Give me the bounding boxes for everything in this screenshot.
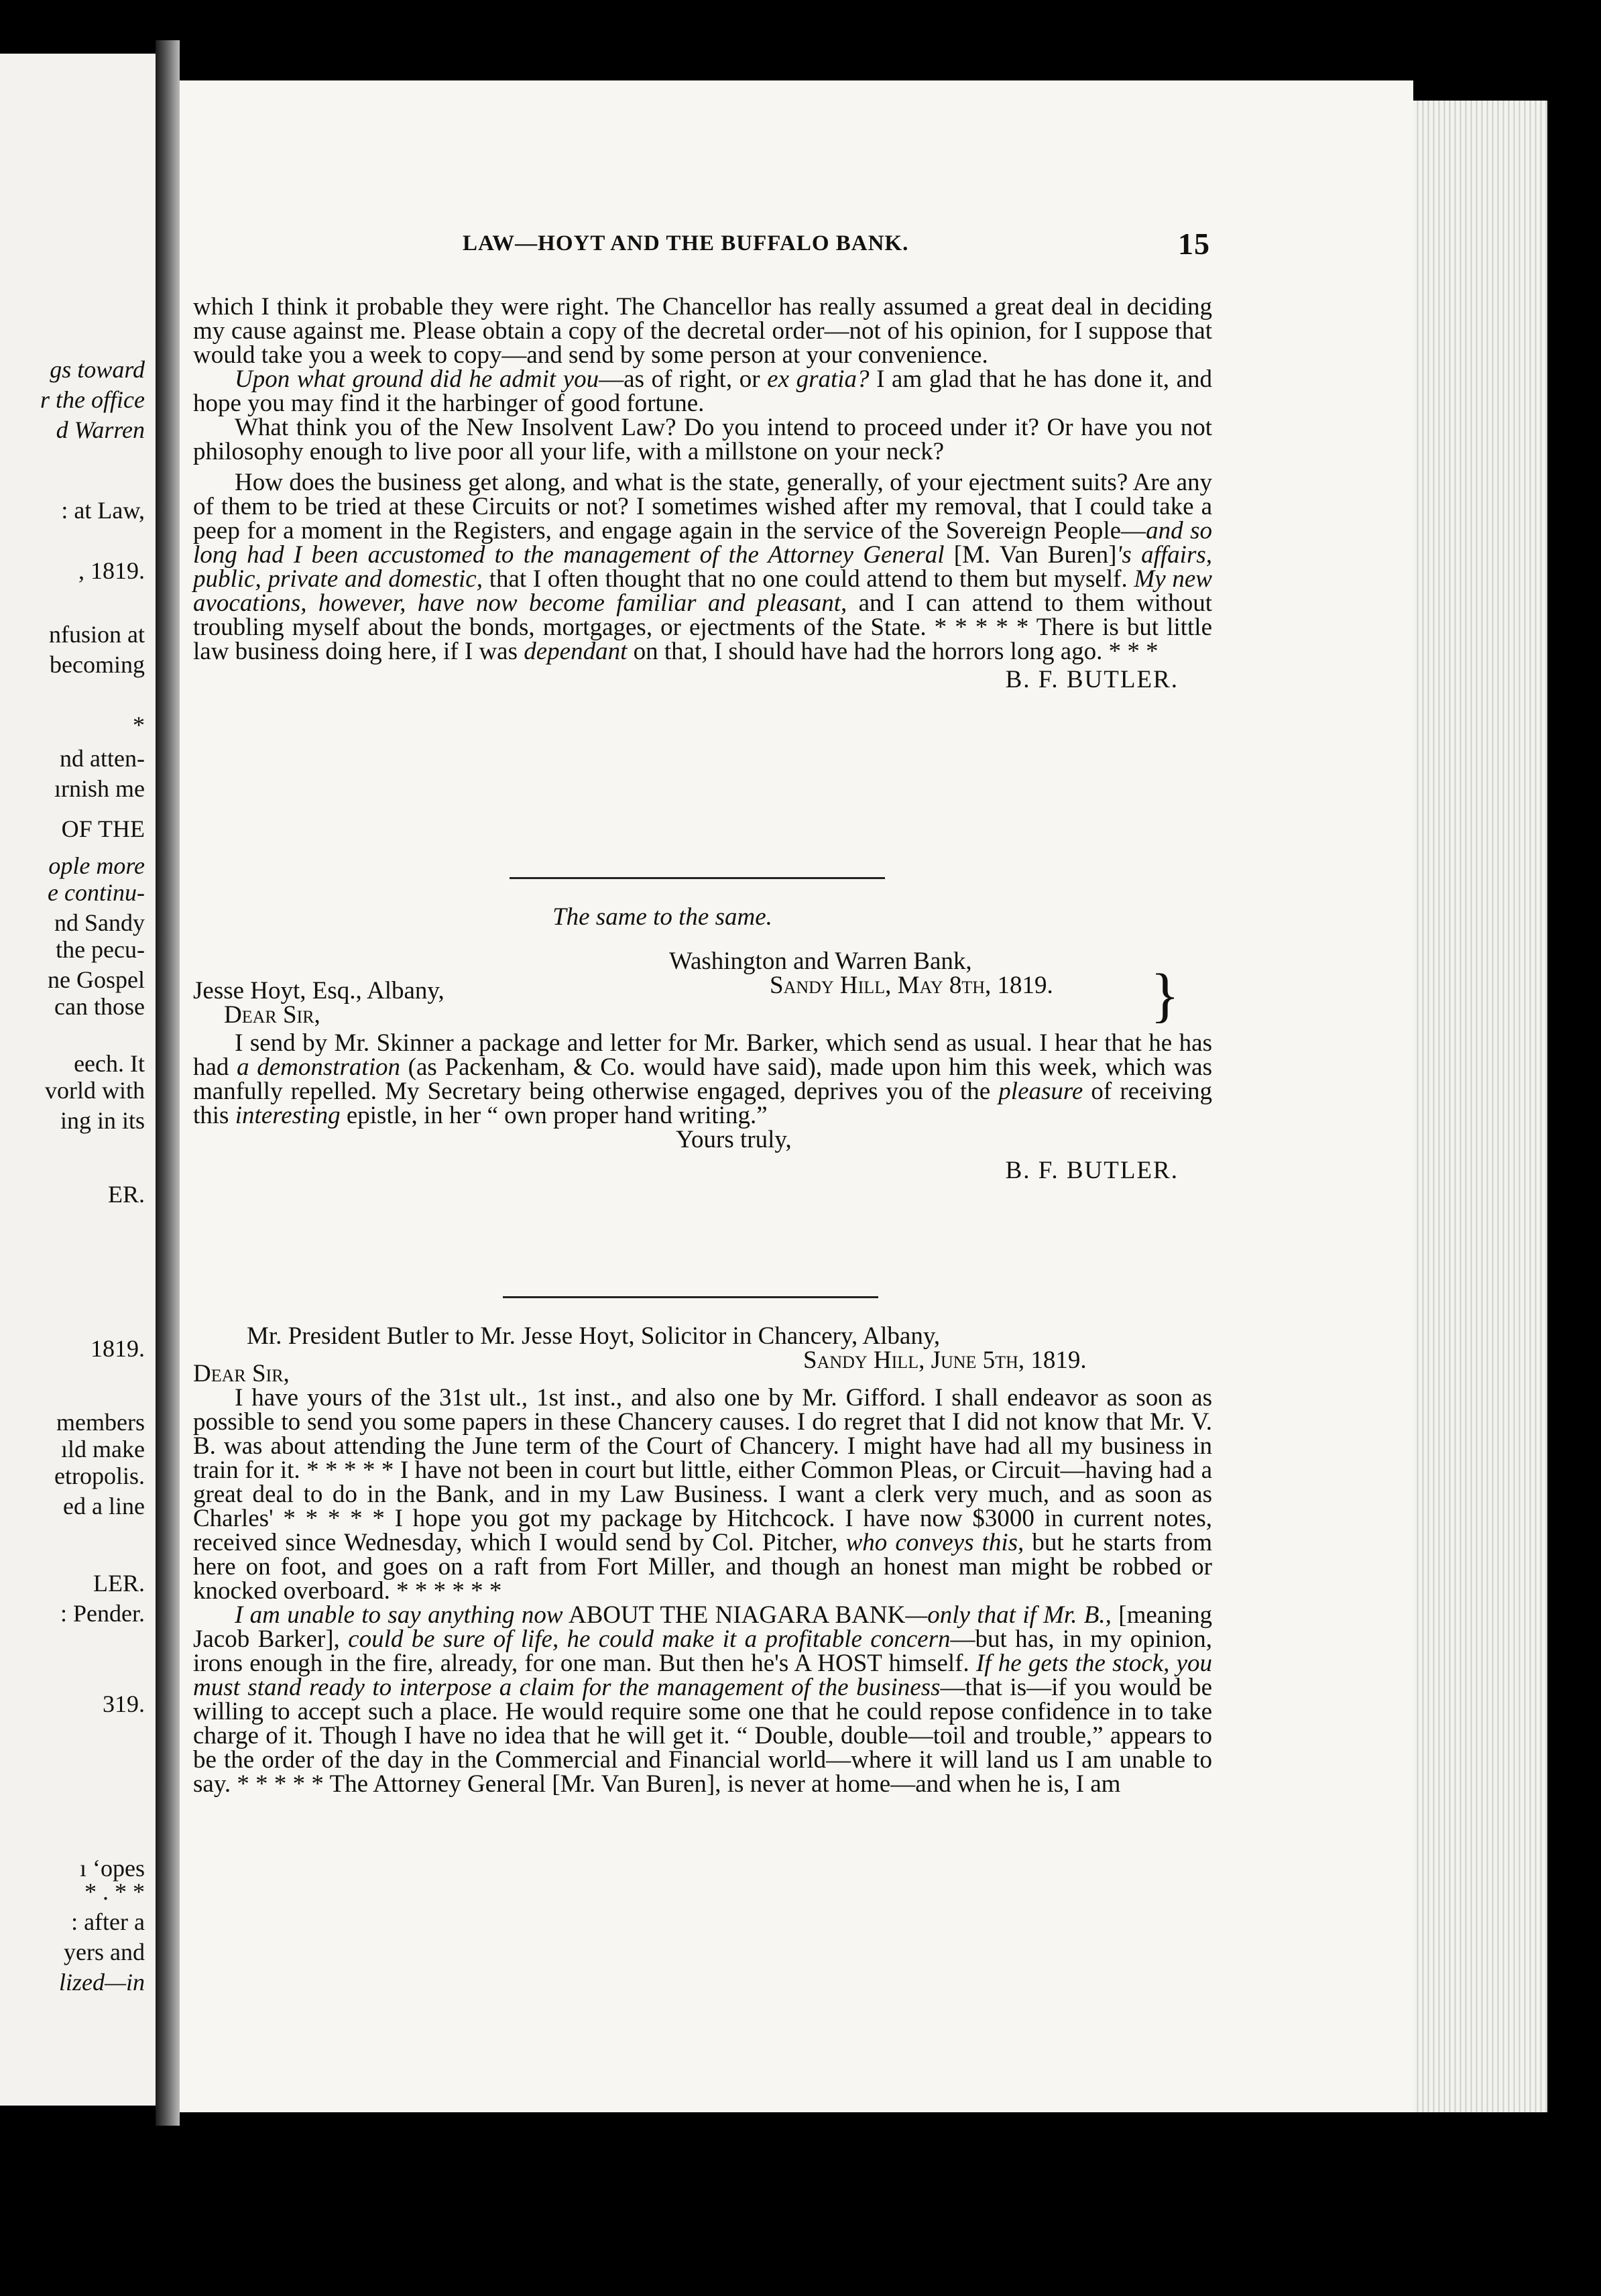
left-page-text-fragment: , 1819.	[78, 557, 145, 584]
text-run: and I can attend to them without troubling myself about the bonds, mortgages, or ejectments of the State. * * * * * There is but little law business doing here, if I was	[193, 589, 1212, 665]
left-page-text-fragment: ed a line	[63, 1493, 145, 1519]
letter-2-recipient: Jesse Hoyt, Esq., Albany,	[193, 977, 444, 1005]
text-run: —but has, in my opinion, irons enough in the fire, already, for one man. But then he's A HOST himself.	[193, 1625, 1212, 1677]
letter-2-address-line-2: Sandy Hill, May 8th, 1819.	[770, 972, 1053, 999]
page-edge-stack	[1413, 101, 1547, 2112]
left-page-text-fragment: can those	[54, 993, 145, 1020]
left-page-text-fragment: : at Law,	[61, 497, 145, 524]
text-run: on that, I should have had the horrors long ago. * * *	[627, 638, 1159, 665]
text-run: I have yours of the 31st ult., 1st inst., and also one by Mr. Gifford. I shall endeavor as soon as possible to send you some papers in these Chancery causes. I do regret that I did not know that Mr. V. B. was about attending the June term of the Court of Chancery. I might have had all my business in train for it. * * * * * I have not been in court but little, either Common Pleas, or Circuit—having had a great deal to do in the Bank, and in my Law Business. I want a clerk very much, and as soon as Charles' * * * * * I hope you got my package by Hitchcock. I have now $3000 in current notes, received since Wednesday, which I would send by Col. Pitcher,	[193, 1384, 1212, 1556]
letter-2-signature: B. F. BUTLER.	[1005, 1157, 1179, 1184]
section-divider	[503, 1296, 878, 1298]
left-page-text-fragment: *	[133, 711, 145, 738]
emphasis: dependant	[524, 638, 628, 665]
letter-1-signature: B. F. BUTLER.	[1005, 666, 1179, 693]
brace-glyph: }	[1150, 962, 1180, 1029]
text-run: ABOUT THE NIAGARA BANK	[562, 1601, 906, 1629]
left-page-text-fragment: * . * *	[84, 1878, 145, 1905]
previous-page-fragment	[0, 54, 156, 2106]
letter-2-paragraph-1	[193, 1031, 1212, 1128]
emphasis: ex gratia?	[767, 365, 870, 393]
left-page-text-fragment: the pecu-	[56, 936, 145, 963]
emphasis: Upon what ground did he admit you	[235, 365, 599, 393]
left-page-text-fragment: e continu-	[48, 879, 145, 906]
text-run: —that is—if you would be willing to accept such a place. He would require some one that he could repose confidence in to take charge of it. Though I have no idea that he will get it. “ Double, double—toil and trouble,” appears to be the order of the day in the Commercial and Financial world—where it will land us I am unable to say. * * * * * The Attorney General [Mr. Van Buren], is never at home—and when he is, I am	[193, 1674, 1212, 1798]
text-run: of receiving this	[193, 1078, 1212, 1129]
section-divider	[510, 877, 885, 879]
left-page-text-fragment: OF THE	[61, 815, 145, 842]
left-page-text-fragment: yers and	[64, 1939, 145, 1965]
running-header	[463, 227, 1210, 261]
text-run: —as of right, or	[599, 365, 768, 393]
emphasis: pleasure	[998, 1078, 1083, 1105]
text-run: [M. Van Buren]	[944, 541, 1117, 569]
left-page-text-fragment: members	[56, 1409, 145, 1436]
text-run: [meaning Jacob Barker],	[193, 1601, 1212, 1653]
letter-2-heading: The same to the same.	[552, 903, 772, 931]
letter-3-body	[193, 1324, 1212, 1796]
left-page-text-fragment: ı ‘opes	[80, 1855, 145, 1882]
letter-3-heading: Mr. President Butler to Mr. Jesse Hoyt, Solicitor in Chancery, Albany,	[247, 1322, 941, 1350]
letter-3-paragraph-2	[193, 1603, 1212, 1796]
text-run: How does the business get along, and what is the state, generally, of your ejectment suits? Are any of them to be tried at these Circuits or not? I sometimes wished after my removal, that I could take a peep for a moment in the Registers, and engage again in the service of the Sovereign People—	[193, 469, 1212, 544]
left-page-text-fragment: LER.	[93, 1570, 145, 1597]
emphasis: —only that if Mr. B.,	[905, 1601, 1112, 1629]
emphasis: who conveys this,	[845, 1529, 1024, 1556]
left-page-text-fragment: nfusion at	[49, 621, 145, 648]
left-page-text-fragment: lized—in	[58, 1969, 145, 1996]
letter-1-body	[193, 295, 1212, 692]
letter-2-body	[193, 905, 1212, 1183]
left-page-text-fragment: vorld with	[45, 1077, 145, 1104]
letter-1-paragraph-1: which I think it probable they were right. The Chancellor has really assumed a great deal in deciding my cause against me. Please obtain a copy of the decretal order—not of his opinion, for I suppose that would take you a week to copy—and send by some person at your convenience.	[193, 293, 1212, 369]
text-run: I am glad that he has done it, and hope you may find it the harbinger of good fortune.	[193, 365, 1212, 417]
letter-2-closing: Yours truly,	[676, 1126, 792, 1153]
letter-3-salutation: Dear Sir,	[193, 1360, 290, 1387]
letter-2-address-line-1: Washington and Warren Bank,	[669, 948, 972, 975]
left-page-text-fragment: ırnish me	[54, 775, 145, 802]
left-page-text-fragment: : Pender.	[60, 1600, 145, 1627]
text-run: that I often thought that no one could attend to them but myself.	[482, 565, 1134, 593]
left-page-text-fragment: nd Sandy	[54, 909, 145, 936]
letter-3-date: Sandy Hill, June 5th, 1819.	[803, 1346, 1087, 1374]
left-page-text-fragment: d Warren	[56, 416, 145, 443]
letter-1-paragraph-4	[193, 471, 1212, 664]
emphasis: My new avocations, however, have now become familiar and pleasant,	[193, 565, 1212, 617]
emphasis: 's affairs, public, private and domestic,	[193, 541, 1213, 593]
letter-2-salutation: Dear Sir,	[224, 1001, 320, 1029]
text-run: (as Packenham, & Co. would have said), made upon him this week, which was manfully repelled. My Secretary being otherwise engaged, deprives you of the	[193, 1053, 1212, 1105]
left-page-text-fragment: etropolis.	[54, 1462, 145, 1489]
left-page-text-fragment: : after a	[71, 1908, 145, 1935]
emphasis: and so long had I been accustomed to the management of the Attorney General	[193, 517, 1213, 569]
running-header-title: LAW—HOYT AND THE BUFFALO BANK.	[463, 231, 909, 255]
left-page-text-fragment: becoming	[50, 651, 145, 678]
left-page-text-fragment: eech. It	[74, 1050, 145, 1077]
emphasis: I am unable to say anything now	[235, 1601, 563, 1629]
left-page-text-fragment: ıld make	[61, 1436, 145, 1462]
emphasis: a demonstration	[237, 1053, 400, 1081]
book-gutter	[156, 40, 180, 2126]
left-page-text-fragment: gs toward	[50, 356, 145, 383]
left-page-text-fragment: ne Gospel	[48, 966, 145, 993]
text-run: but he starts from here on foot, and goes on a raft from Fort Miller, and though an honest man might be robbed or knocked overboard. * * * * * *	[193, 1529, 1212, 1605]
text-run: epistle, in her “ own proper hand writing.”	[340, 1102, 768, 1129]
emphasis: interesting	[235, 1102, 341, 1129]
letter-1-paragraph-2	[193, 367, 1212, 416]
left-page-text-fragment: 1819.	[91, 1335, 145, 1362]
left-page-text-fragment: ing in its	[60, 1107, 145, 1134]
left-page-text-fragment: nd atten-	[60, 745, 145, 772]
emphasis: If he gets the stock, you must stand ready to interpose a claim for the management of the business	[193, 1650, 1212, 1701]
emphasis: could be sure of life, he could make it a profitable concern	[348, 1625, 951, 1653]
page-number: 15	[1178, 227, 1210, 261]
left-page-text-fragment: r the office	[40, 386, 145, 413]
left-page-text-fragment: 319.	[103, 1690, 145, 1717]
left-page-text-fragment: ER.	[107, 1181, 145, 1208]
text-run: I send by Mr. Skinner a package and letter for Mr. Barker, which send as usual. I hear that he has had	[193, 1029, 1212, 1081]
letter-1-paragraph-3: What think you of the New Insolvent Law? Do you intend to proceed under it? Or have you not philosophy enough to live poor all your life, with a millstone on your neck?	[193, 414, 1212, 465]
letter-3-paragraph-1	[193, 1386, 1212, 1603]
left-page-text-fragment: ople more	[48, 852, 145, 879]
